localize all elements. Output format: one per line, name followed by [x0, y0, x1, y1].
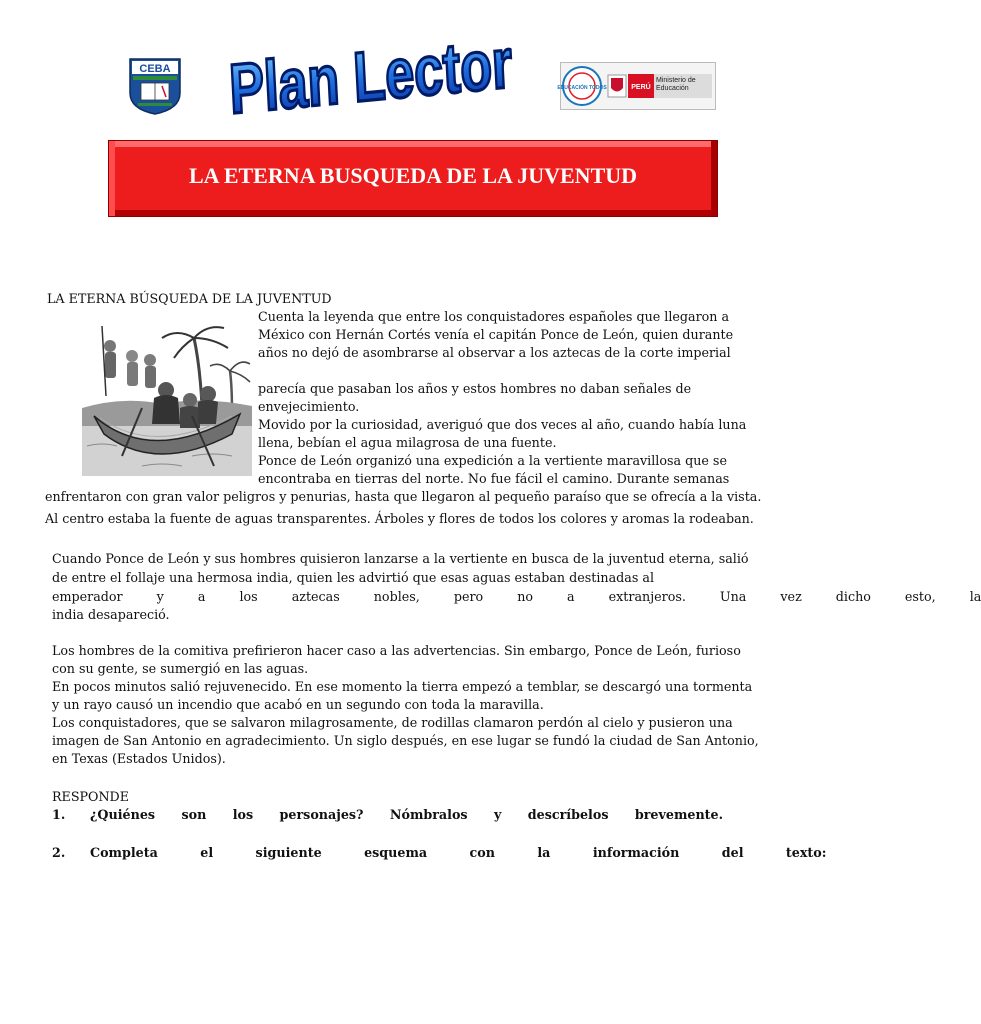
- document-title: LA ETERNA BUSQUEDA DE LA JUVENTUD: [188, 163, 638, 188]
- story-line: En pocos minutos salió rejuvenecido. En ese momento la tierra empezó a temblar, se descargó una tormenta: [52, 679, 753, 694]
- story-line: y un rayo causó un incendio que acabó en un segundo con toda la maravilla.: [52, 697, 544, 712]
- story-line: enfrentaron con gran valor peligros y penurias, hasta que llegaron al pequeño paraíso que se ofrecía a la vista.: [45, 489, 762, 504]
- minedu-slogan: EDUCACIÓN TODOS: [557, 85, 607, 91]
- responde-label: RESPONDE: [52, 789, 129, 804]
- ceba-logo-text: CEBA: [139, 63, 171, 75]
- ceba-logo: [128, 57, 182, 115]
- question-1: ¿Quiénes son los personajes? Nómbralos y descríbelos brevemente.: [90, 807, 724, 822]
- question-1-number: 1.: [52, 807, 66, 822]
- story-line: Movido por la curiosidad, averiguó que dos veces al año, cuando había luna: [258, 417, 747, 432]
- story-line: emperador y a los aztecas nobles, pero no a extranjeros. Una vez dicho esto, la: [52, 589, 981, 604]
- minedu-country: PERÚ: [631, 84, 651, 91]
- plan-lector-title: Plan Lector: [227, 24, 515, 130]
- story-line: Los conquistadores, que se salvaron milagrosamente, de rodillas clamaron perdón al cielo y pusieron una: [52, 715, 733, 730]
- story-line: imagen de San Antonio en agradecimiento. Un siglo después, en ese lugar se fundó la ciudad de San Antonio,: [52, 733, 759, 748]
- boat-illustration: [82, 316, 252, 476]
- story-line: encontraba en tierras del norte. No fue fácil el camino. Durante semanas: [258, 471, 730, 486]
- story-line: en Texas (Estados Unidos).: [52, 751, 226, 766]
- story-line: parecía que pasaban los años y estos hombres no daban señales de: [258, 381, 692, 396]
- story-line: con su gente, se sumergió en las aguas.: [52, 661, 309, 676]
- story-line: Los hombres de la comitiva prefirieron hacer caso a las advertencias. Sin embargo, Ponce de León, furioso: [52, 643, 741, 658]
- story-line: años no dejó de asombrarse al observar a los aztecas de la corte imperial: [258, 345, 731, 360]
- story-line: Cuando Ponce de León y sus hombres quisieron lanzarse a la vertiente en busca de la juventud eterna, salió: [52, 551, 749, 566]
- story-line: México con Hernán Cortés venía el capitán Ponce de León, quien durante: [258, 327, 734, 342]
- story-line: llena, bebían el agua milagrosa de una fuente.: [258, 435, 557, 450]
- story-line: Al centro estaba la fuente de aguas transparentes. Árboles y flores de todos los colores y aromas la rodeaban.: [45, 511, 754, 526]
- story-line: india desapareció.: [52, 607, 170, 622]
- question-2: Completa el siguiente esquema con la información del texto:: [90, 845, 827, 860]
- story-heading: LA ETERNA BÚSQUEDA DE LA JUVENTUD: [47, 291, 332, 306]
- minedu-logo: [557, 62, 716, 110]
- story-line: Cuenta la leyenda que entre los conquistadores españoles que llegaron a: [258, 309, 730, 324]
- question-2-number: 2.: [52, 845, 66, 860]
- story-line: Ponce de León organizó una expedición a la vertiente maravillosa que se: [258, 453, 727, 468]
- plan-lector-logo: [222, 24, 522, 132]
- story-line: de entre el follaje una hermosa india, quien les advirtió que esas aguas estaban destinadas al: [52, 570, 654, 585]
- story-line: envejecimiento.: [258, 399, 360, 414]
- minedu-ministry: Ministerio de Educación: [656, 77, 696, 92]
- title-banner: [108, 140, 718, 217]
